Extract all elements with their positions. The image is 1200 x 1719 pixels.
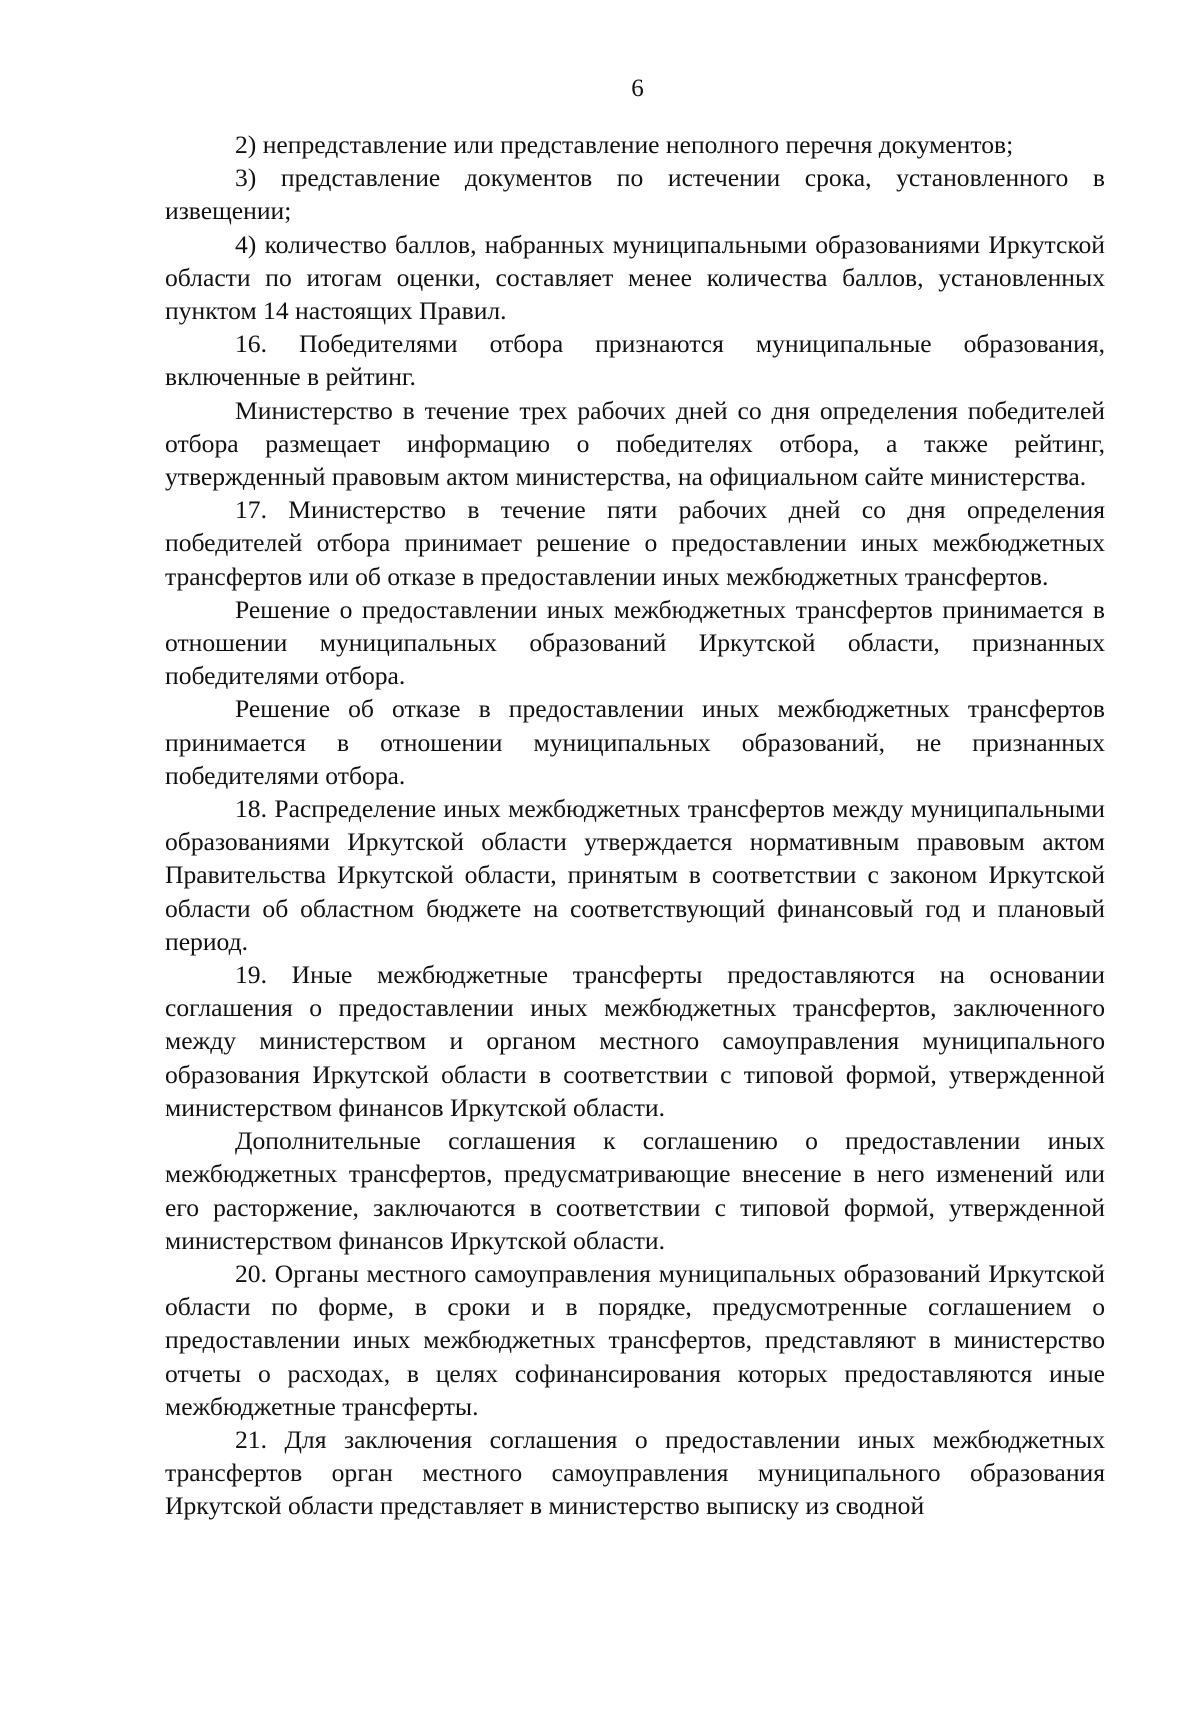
clause-17: 17. Министерство в течение пяти рабочих дней со дня определения победителей отбора принимает решение о предоставлении иных межбюджетных трансфертов или об отказе в предоставлении иных межбюджетных трансфертов. [165, 495, 1105, 591]
clause-18: 18. Распределение иных межбюджетных трансфертов между муниципальными образованиями Иркутской области утверждается нормативным правовым актом Правительства Иркутской области, принятым в соответствии с законом Иркутской области об областном бюджете на соответствующий финансовый год и плановый период. [165, 794, 1105, 956]
page-number: 6 [631, 75, 644, 102]
clause-17-paragraph-2: Решение об отказе в предоставлении иных межбюджетных трансфертов принимается в отношении муниципальных образований, не признанных победителями отбора. [165, 694, 1105, 790]
clause-21: 21. Для заключения соглашения о предоставлении иных межбюджетных трансфертов орган местного самоуправления муниципального образования Иркутской области представляет в министерство выписку из сводной [165, 1424, 1105, 1521]
list-item-4: 4) количество баллов, набранных муниципальными образованиями Иркутской области по итогам оценки, составляет менее количества баллов, установленных пунктом 14 настоящих Правил. [165, 229, 1105, 326]
list-item-3: 3) представление документов по истечении срока, установленного в извещении; [165, 163, 1105, 226]
list-item-2: 2) непредставление или представление неполного перечня документов; [235, 130, 1014, 159]
clause-16: 16. Победителями отбора признаются муниципальные образования, включенные в рейтинг. [165, 329, 1105, 392]
document-body [165, 128, 1105, 1523]
clause-19-paragraph: Дополнительные соглашения к соглашению о предоставлении иных межбюджетных трансфертов, предусматривающие внесение в него изменений или его расторжение, заключаются в соответствии с типовой формой, утвержденной министерством финансов Иркутской области. [165, 1126, 1105, 1255]
clause-17-paragraph-1: Решение о предоставлении иных межбюджетных трансфертов принимается в отношении муниципальных образований Иркутской области, признанных победителями отбора. [165, 594, 1105, 691]
clause-19: 19. Иные межбюджетные трансферты предоставляются на основании соглашения о предоставлении иных межбюджетных трансфертов, заключенного между министерством и органом местного самоуправления муниципального образования Иркутской области в соответствии с типовой формой, утвержденной министерством финансов Иркутской области. [165, 960, 1105, 1122]
clause-16-paragraph: Министерство в течение трех рабочих дней со дня определения победителей отбора размещает информацию о победителях отбора, а также рейтинг, утвержденный правовым актом министерства, на официальном сайте министерства. [165, 395, 1105, 492]
clause-20: 20. Органы местного самоуправления муниципальных образований Иркутской области по форме, в сроки и в порядке, предусмотренные соглашением о предоставлении иных межбюджетных трансфертов, представляют в министерство отчеты о расходах, в целях софинансирования которых предоставляются иные межбюджетные трансферты. [165, 1258, 1105, 1421]
